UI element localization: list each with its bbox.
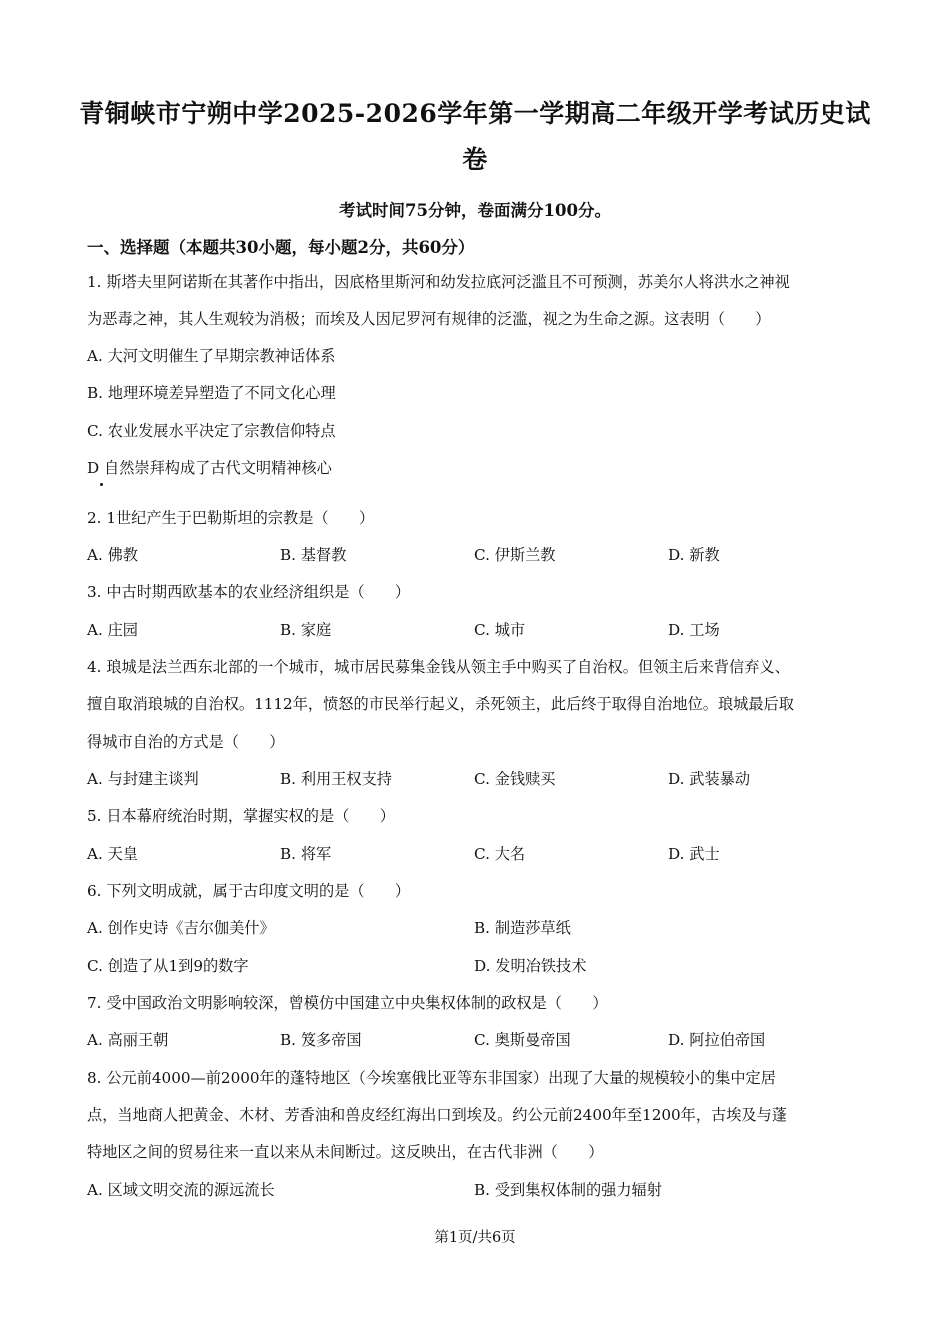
- exam-title-line-1: 青铜峡市宁朔中学2025-2026学年第一学期高二年级开学考试历史试: [79, 99, 871, 128]
- question-7-option-d: D. 阿拉伯帝国: [668, 1031, 766, 1049]
- question-7-stem: 7. 受中国政治文明影响较深，曾模仿中国建立中央集权体制的政权是（ ）: [87, 994, 608, 1012]
- question-1-stem-line-2: 为恶毒之神，其人生观较为消极；而埃及人因尼罗河有规律的泛滥，视之为生命之源。这表明（ ）: [87, 310, 771, 328]
- question-4-option-b: B. 利用王权支持: [280, 770, 392, 788]
- question-2-stem: 2. 1世纪产生于巴勒斯坦的宗教是（ ）: [87, 509, 375, 527]
- question-4-stem-line-3: 得城市自治的方式是（ ）: [87, 733, 285, 751]
- question-5-option-c: C. 大名: [474, 845, 526, 863]
- question-1-option-c: C. 农业发展水平决定了宗教信仰特点: [87, 422, 336, 440]
- question-4-option-d: D. 武装暴动: [668, 770, 751, 788]
- question-4-option-a: A. 与封建主谈判: [87, 770, 199, 788]
- question-4-stem-line-2: 擅自取消琅城的自治权。1112年，愤怒的市民举行起义，杀死领主，此后终于取得自治地位。琅城最后取: [87, 695, 794, 713]
- question-3-option-b: B. 家庭: [280, 621, 332, 639]
- question-6-stem: 6. 下列文明成就，属于古印度文明的是（ ）: [87, 882, 411, 900]
- question-5-option-b: B. 将军: [280, 845, 332, 863]
- question-8-stem-line-2: 点，当地商人把黄金、木材、芳香油和兽皮经红海出口到埃及。约公元前2400年至1200年，古埃及与蓬: [87, 1106, 787, 1124]
- section-heading: 一、选择题（本题共30小题，每小题2分，共60分）: [87, 238, 475, 257]
- question-7-option-c: C. 奥斯曼帝国: [474, 1031, 571, 1049]
- question-2-option-b: B. 基督教: [280, 546, 347, 564]
- question-1-option-d: D 自然崇拜构成了古代文明精神核心: [87, 459, 332, 477]
- question-2-option-c: C. 伊斯兰教: [474, 546, 556, 564]
- question-2-option-a: A. 佛教: [87, 546, 138, 564]
- question-6-option-d: D. 发明冶铁技术: [474, 957, 587, 975]
- exam-info: 考试时间75分钟，卷面满分100分。: [339, 201, 611, 220]
- question-7-option-a: A. 高丽王朝: [87, 1031, 169, 1049]
- question-3-option-d: D. 工场: [668, 621, 720, 639]
- exam-title-line-2: 卷: [462, 145, 488, 174]
- question-5-stem: 5. 日本幕府统治时期，掌握实权的是（ ）: [87, 807, 395, 825]
- question-3-option-c: C. 城市: [474, 621, 526, 639]
- question-6-option-a: A. 创作史诗《吉尔伽美什》: [87, 919, 275, 937]
- question-3-stem: 3. 中古时期西欧基本的农业经济组织是（ ）: [87, 583, 411, 601]
- question-3-option-a: A. 庄园: [87, 621, 138, 639]
- question-8-stem-line-1: 8. 公元前4000—前2000年的蓬特地区（今埃塞俄比亚等东非国家）出现了大量的规模较小的集中定居: [87, 1069, 776, 1087]
- question-8-stem-line-3: 特地区之间的贸易往来一直以来从未间断过。这反映出，在古代非洲（ ）: [87, 1143, 604, 1161]
- question-6-option-b: B. 制造莎草纸: [474, 919, 571, 937]
- question-1-stem-line-1: 1. 斯塔夫里阿诺斯在其著作中指出，因底格里斯河和幼发拉底河泛滥且不可预测，苏美尔人将洪水之神视: [87, 273, 790, 291]
- question-2-option-d: D. 新教: [668, 546, 720, 564]
- question-8-option-b: B. 受到集权体制的强力辐射: [474, 1181, 662, 1199]
- question-5-option-d: D. 武士: [668, 845, 720, 863]
- question-5-option-a: A. 天皇: [87, 845, 138, 863]
- stray-dot-mark: [100, 483, 103, 486]
- question-4-option-c: C. 金钱赎买: [474, 770, 556, 788]
- question-1-option-a: A. 大河文明催生了早期宗教神话体系: [87, 347, 336, 365]
- page-footer: 第1页/共6页: [434, 1230, 516, 1246]
- question-1-option-b: B. 地理环境差异塑造了不同文化心理: [87, 384, 336, 402]
- question-6-option-c: C. 创造了从1到9的数字: [87, 957, 249, 975]
- question-7-option-b: B. 笈多帝国: [280, 1031, 362, 1049]
- question-4-stem-line-1: 4. 琅城是法兰西东北部的一个城市，城市居民募集金钱从领主手中购买了自治权。但领主后来背信弃义、: [87, 658, 790, 676]
- question-8-option-a: A. 区域文明交流的源远流长: [87, 1181, 275, 1199]
